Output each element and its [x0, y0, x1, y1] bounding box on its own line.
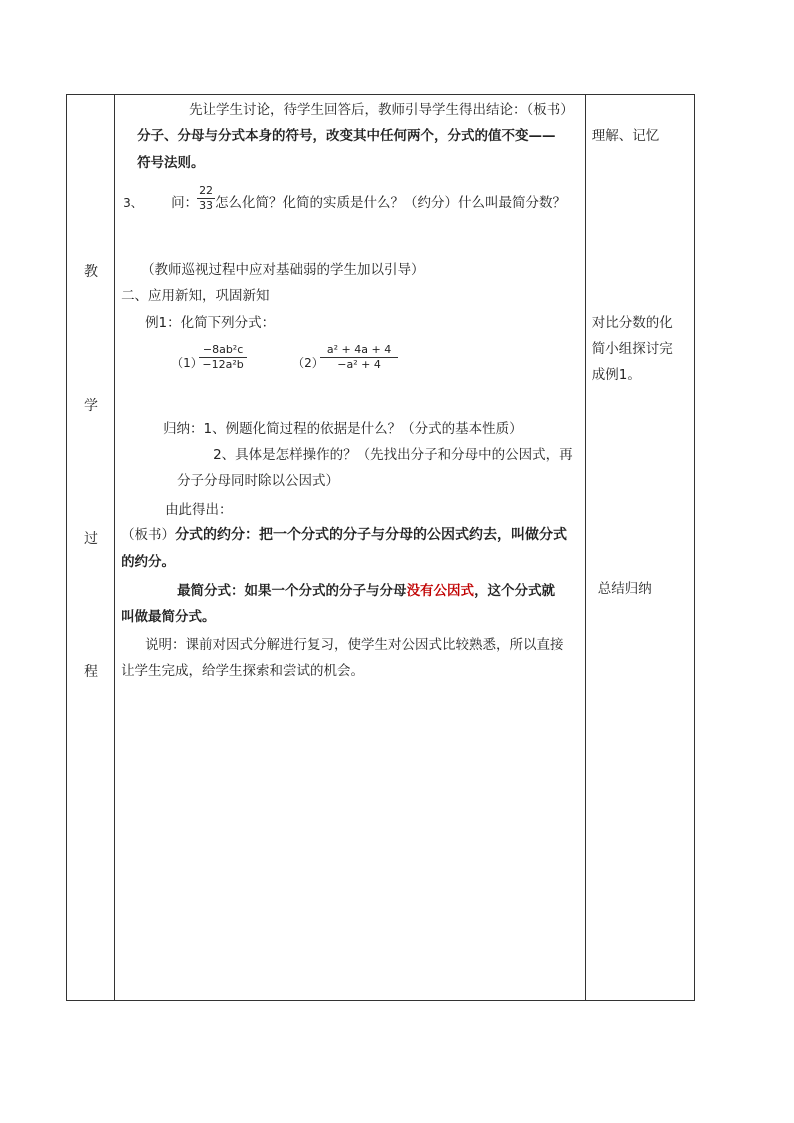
question-text: 怎么化简？化简的实质是什么？（约分）什么叫最简分数？ — [215, 195, 567, 211]
student-activity-cell — [585, 95, 694, 1001]
reduction-definition-end: 的约分。 — [121, 554, 176, 570]
fraction-22-33 — [197, 184, 215, 213]
stage-label-char: 程 — [84, 664, 98, 680]
fraction-numerator: 22 — [199, 184, 214, 197]
example-1-label: （1） — [171, 356, 203, 370]
fraction-denominator: −12a²b — [202, 358, 244, 371]
board-note: （板书） — [121, 527, 176, 543]
example-1-fraction — [199, 343, 247, 372]
section-heading: 二、应用新知，巩固新知 — [121, 288, 270, 304]
example-2-label: （2） — [292, 356, 324, 370]
summary-line-1: 归纳：1、例题化简过程的依据是什么？（分式的基本性质） — [163, 421, 523, 437]
definition-part: ，这个分式就 — [474, 583, 556, 599]
sign-rule-line: 分子、分母与分式本身的符号，改变其中任何两个，分式的值不变—— — [137, 128, 556, 144]
fraction-denominator: 33 — [199, 199, 214, 212]
simplest-fraction-definition-end: 叫做最简分式。 — [121, 609, 216, 625]
example-heading: 例1：化简下列分式： — [145, 315, 276, 331]
summary-line-2: 2、具体是怎样操作的？（先找出分子和分母中的公因式，再 — [213, 447, 573, 463]
activity-note: 总结归纳 — [597, 581, 652, 597]
reduction-definition-text: 分式的约分：把一个分式的分子与分母的公因式约去，叫做分式 — [175, 527, 568, 543]
summary-line-3: 分子分母同时除以公因式） — [177, 473, 340, 489]
question-ask: 问： — [171, 195, 199, 211]
activity-note: 理解、记忆 — [591, 128, 660, 144]
teaching-content-cell — [115, 95, 586, 1001]
example-2-fraction — [320, 343, 398, 372]
definition-part: 最简分式：如果一个分式的分子与分母 — [177, 583, 407, 599]
fraction-numerator: a² + 4a + 4 — [326, 343, 392, 356]
explanation-line-2: 让学生完成，给学生探索和尝试的机会。 — [121, 663, 365, 679]
fraction-denominator: −a² + 4 — [337, 358, 381, 371]
fraction-numerator: −8ab²c — [202, 343, 244, 356]
stage-label-char: 过 — [84, 531, 98, 547]
highlighted-term: 没有公因式 — [406, 583, 475, 599]
reduction-definition — [121, 525, 567, 545]
activity-note: 对比分数的化 — [591, 315, 673, 331]
question-number: 3、 — [123, 196, 143, 210]
explanation-line-1: 说明：课前对因式分解进行复习，使学生对公因式比较熟悉，所以直接 — [145, 637, 564, 653]
stage-label-char: 学 — [84, 398, 98, 414]
lesson-plan-table — [66, 94, 695, 1001]
teacher-guide-line: （教师巡视过程中应对基础弱的学生加以引导） — [141, 262, 425, 278]
stage-label-char: 教 — [84, 264, 98, 280]
simplest-fraction-definition — [177, 581, 555, 601]
intro-line: 先让学生讨论，待学生回答后，教师引导学生得出结论：（板书） — [189, 102, 574, 118]
sign-rule-line-end: 符号法则。 — [137, 155, 205, 171]
activity-note: 简小组探讨完 — [591, 341, 673, 357]
activity-note: 成例1。 — [591, 367, 641, 383]
derive-line: 由此得出： — [165, 502, 233, 518]
stage-label-cell — [67, 95, 115, 1001]
